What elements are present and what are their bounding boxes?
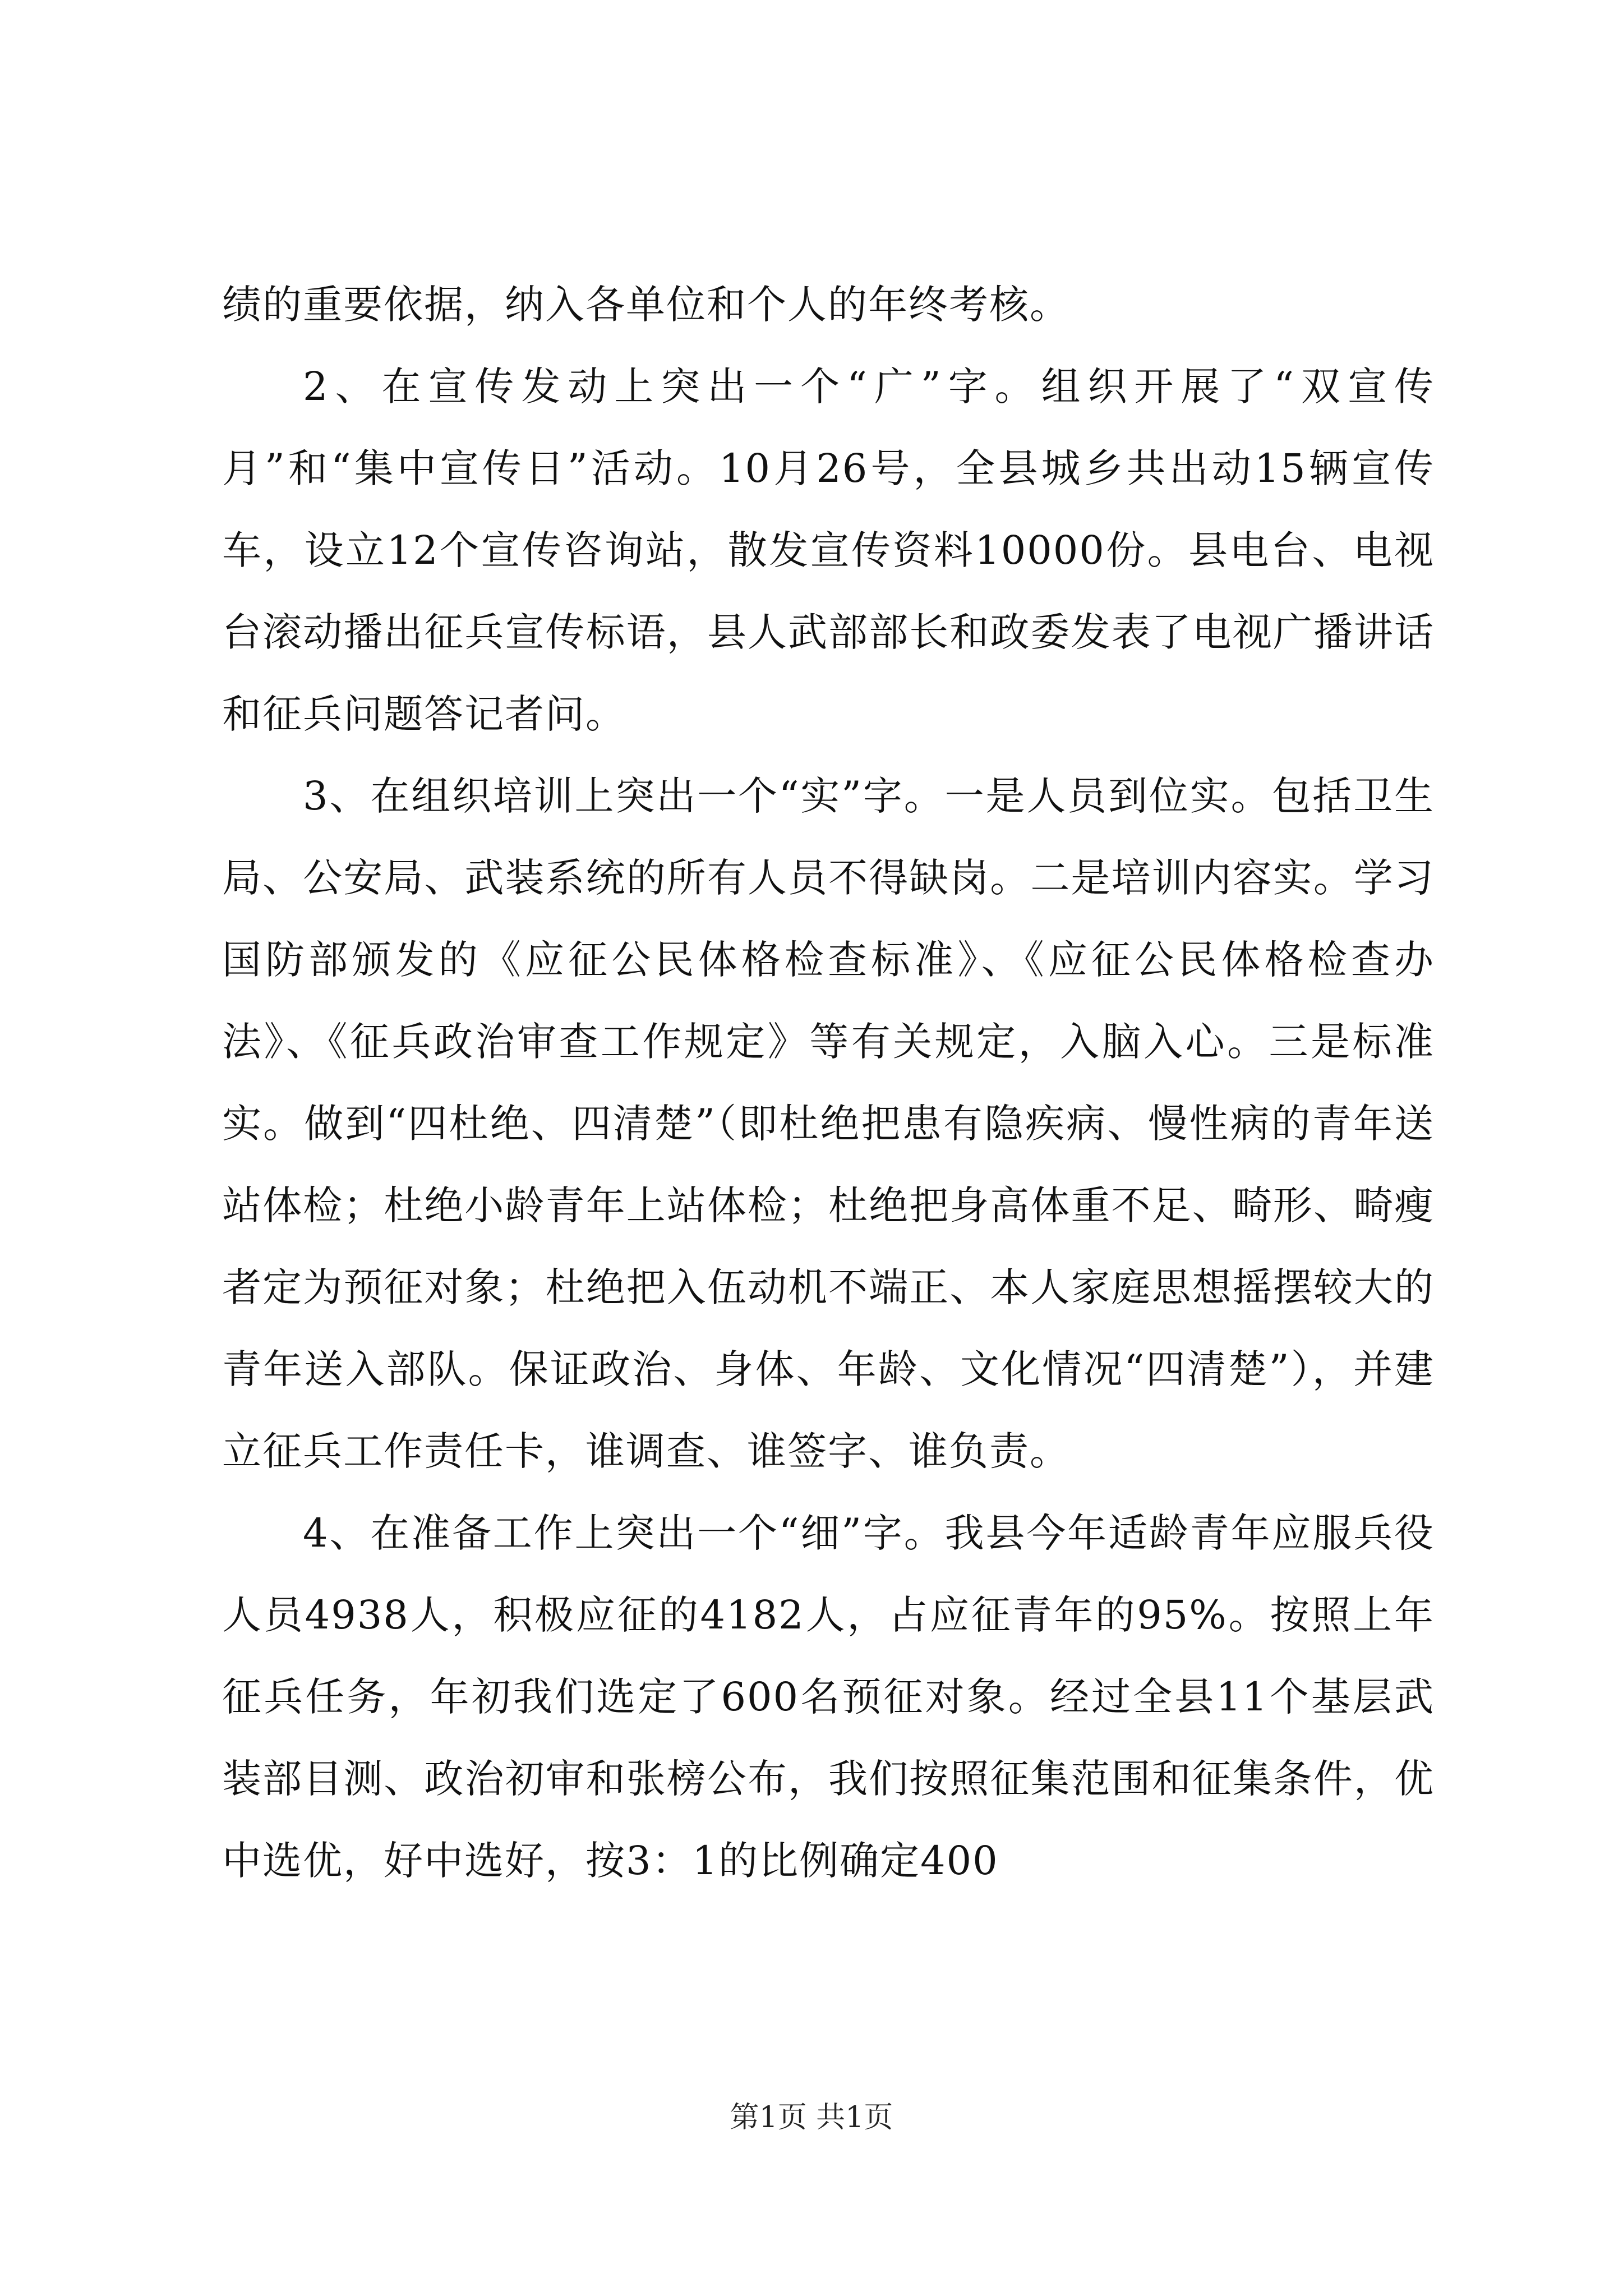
paragraph-preparation: 4、在准备工作上突出一个“细”字。我县今年适龄青年应服兵役人员4938人，积极应征的4182人，占应征青年的95%。按照上年征兵任务，年初我们选定了600名预征对象。经过全县11个基层武装部目测、政治初审和张榜公布，我们按照征集范围和征集条件，优中选优，好中选好，按3：1的比例确定400	[222, 1510, 1435, 1884]
page-footer: 第1页 共1页	[730, 2101, 893, 2134]
paragraph-publicity: 2、在宣传发动上突出一个“广”字。组织开展了“双宣传月”和“集中宣传日”活动。10月26号，全县城乡共出动15辆宣传车，设立12个宣传咨询站，散发宣传资料10000份。县电台、电视台滚动播出征兵宣传标语，县人武部部长和政委发表了电视广播讲话和征兵问题答记者问。	[222, 364, 1435, 737]
body-text	[222, 264, 1435, 1902]
paragraph-training: 3、在组织培训上突出一个“实”字。一是人员到位实。包括卫生局、公安局、武装系统的所有人员不得缺岗。二是培训内容实。学习国防部颁发的《应征公民体格检查标准》、《应征公民体格检查办法》、《征兵政治审查工作规定》等有关规定，入脑入心。三是标准实。做到“四杜绝、四清楚”（即杜绝把患有隐疾病、慢性病的青年送站体检；杜绝小龄青年上站体检；杜绝把身高体重不足、畸形、畸瘦者定为预征对象；杜绝把入伍动机不端正、本人家庭思想摇摆较大的青年送入部队。保证政治、身体、年龄、文化情况“四清楚”），并建立征兵工作责任卡，谁调查、谁签字、谁负责。	[222, 773, 1435, 1474]
paragraph-continuation: 绩的重要依据，纳入各单位和个人的年终考核。	[222, 282, 1070, 328]
